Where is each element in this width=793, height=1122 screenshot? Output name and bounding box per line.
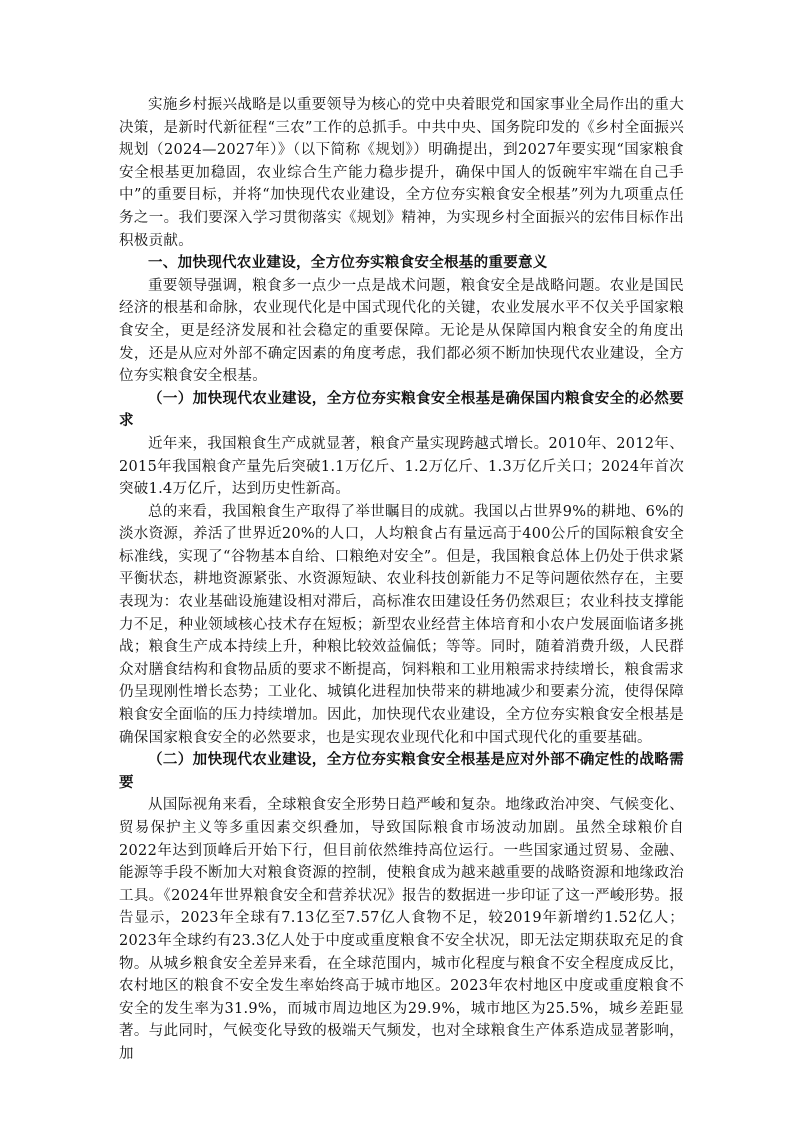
subsection-1-paragraph-1: 近年来，我国粮食生产成就显著，粮食产量实现跨越式增长。2010年、2012年、2015年我国粮食产量先后突破1.1万亿斤、1.2万亿斤、1.3万亿斤关口；2024年首次突破1.4万亿斤，达到历史性新高。 — [119, 435, 684, 498]
subsection-heading-2: （二）加快现代农业建设，全方位夯实粮食安全根基是应对外部不确定性的战略需要 — [119, 751, 684, 791]
subsection-2-paragraph-1: 从国际视角来看，全球粮食安全形势日趋严峻和复杂。地缘政治冲突、气候变化、贸易保护主义等多重因素交织叠加，导致国际粮食市场波动加剧。虽然全球粮价自2022年达到顶峰后开始下行，但目前依然维持高位运行。一些国家通过贸易、金融、能源等手段不断加大对粮食资源的控制，使粮食成为越来越重要的战略资源和地缘政治工具。《2024年世界粮食安全和营养状况》报告的数据进一步印证了这一严峻形势。报告显示，2023年全球有7.13亿至7.57亿人食物不足，较2019年新增约1.52亿人；2023年全球约有23.3亿人处于中度或重度粮食不安全状况，即无法定期获取充足的食物。从城乡粮食安全差异来看，在全球范围内，城市化程度与粮食不安全程度成反比，农村地区的粮食不安全发生率始终高于城市地区。2023年农村地区中度或重度粮食不安全的发生率为31.9%，而城市周边地区为29.9%，城市地区为25.5%，城乡差距显著。与此同时，气候变化导致的极端天气频发，也对全球粮食生产体系造成显著影响，加 — [119, 797, 684, 1062]
intro-paragraph: 实施乡村振兴战略是以重要领导为核心的党中央着眼党和国家事业全局作出的重大决策，是新时代新征程“三农”工作的总抓手。中共中央、国务院印发的《乡村全面振兴规划（2024—2027年）》（以下简称《规划》）明确提出，到2027年要实现“国家粮食安全根基更加稳固，农业综合生产能力稳步提升，确保中国人的饭碗牢牢端在自己手中”的重要目标，并将“加快现代农业建设，全方位夯实粮食安全根基”列为九项重点任务之一。我们要深入学习贯彻落实《规划》精神，为实现乡村全面振兴的宏伟目标作出积极贡献。 — [119, 97, 684, 249]
section-1-paragraph: 重要领导强调，粮食多一点少一点是战术问题，粮食安全是战略问题。农业是国民经济的根基和命脉，农业现代化是中国式现代化的关键，农业发展水平不仅关乎国家粮食安全，更是经济发展和社会稳定的重要保障。无论是从保障国内粮食安全的角度出发，还是从应对外部不确定因素的角度考虑，我们都必须不断加快现代农业建设，全方位夯实粮食安全根基。 — [119, 277, 684, 385]
subsection-heading-1: （一）加快现代农业建设，全方位夯实粮食安全根基是确保国内粮食安全的必然要求 — [119, 389, 684, 430]
document-page — [119, 94, 684, 1066]
subsection-1-paragraph-2: 总的来看，我国粮食生产取得了举世瞩目的成就。我国以占世界9%的耕地、6%的淡水资源，养活了世界近20%的人口，人均粮食占有量远高于400公斤的国际粮食安全标准线，实现了“谷物基本自给、口粮绝对安全”。但是，我国粮食总体上仍处于供求紧平衡状态，耕地资源紧张、水资源短缺、农业科技创新能力不足等问题依然存在，主要表现为：农业基础设施建设相对滞后，高标准农田建设任务仍然艰巨；农业科技支撑能力不足，种业领域核心技术存在短板；新型农业经营主体培育和小农户发展面临诸多挑战；粮食生产成本持续上升，种粮比较效益偏低；等等。同时，随着消费升级，人民群众对膳食结构和食物品质的要求不断提高，饲料粮和工业用粮需求持续增长，粮食需求仍呈现刚性增长态势；工业化、城镇化进程加快带来的耕地减少和要素分流，使得保障粮食安全面临的压力持续增加。因此，加快现代农业建设，全方位夯实粮食安全根基是确保国家粮食安全的必然要求，也是实现农业现代化和中国式现代化的重要基础。 — [119, 503, 684, 746]
section-heading-1: 一、加快现代农业建设，全方位夯实粮食安全根基的重要意义 — [148, 254, 548, 272]
